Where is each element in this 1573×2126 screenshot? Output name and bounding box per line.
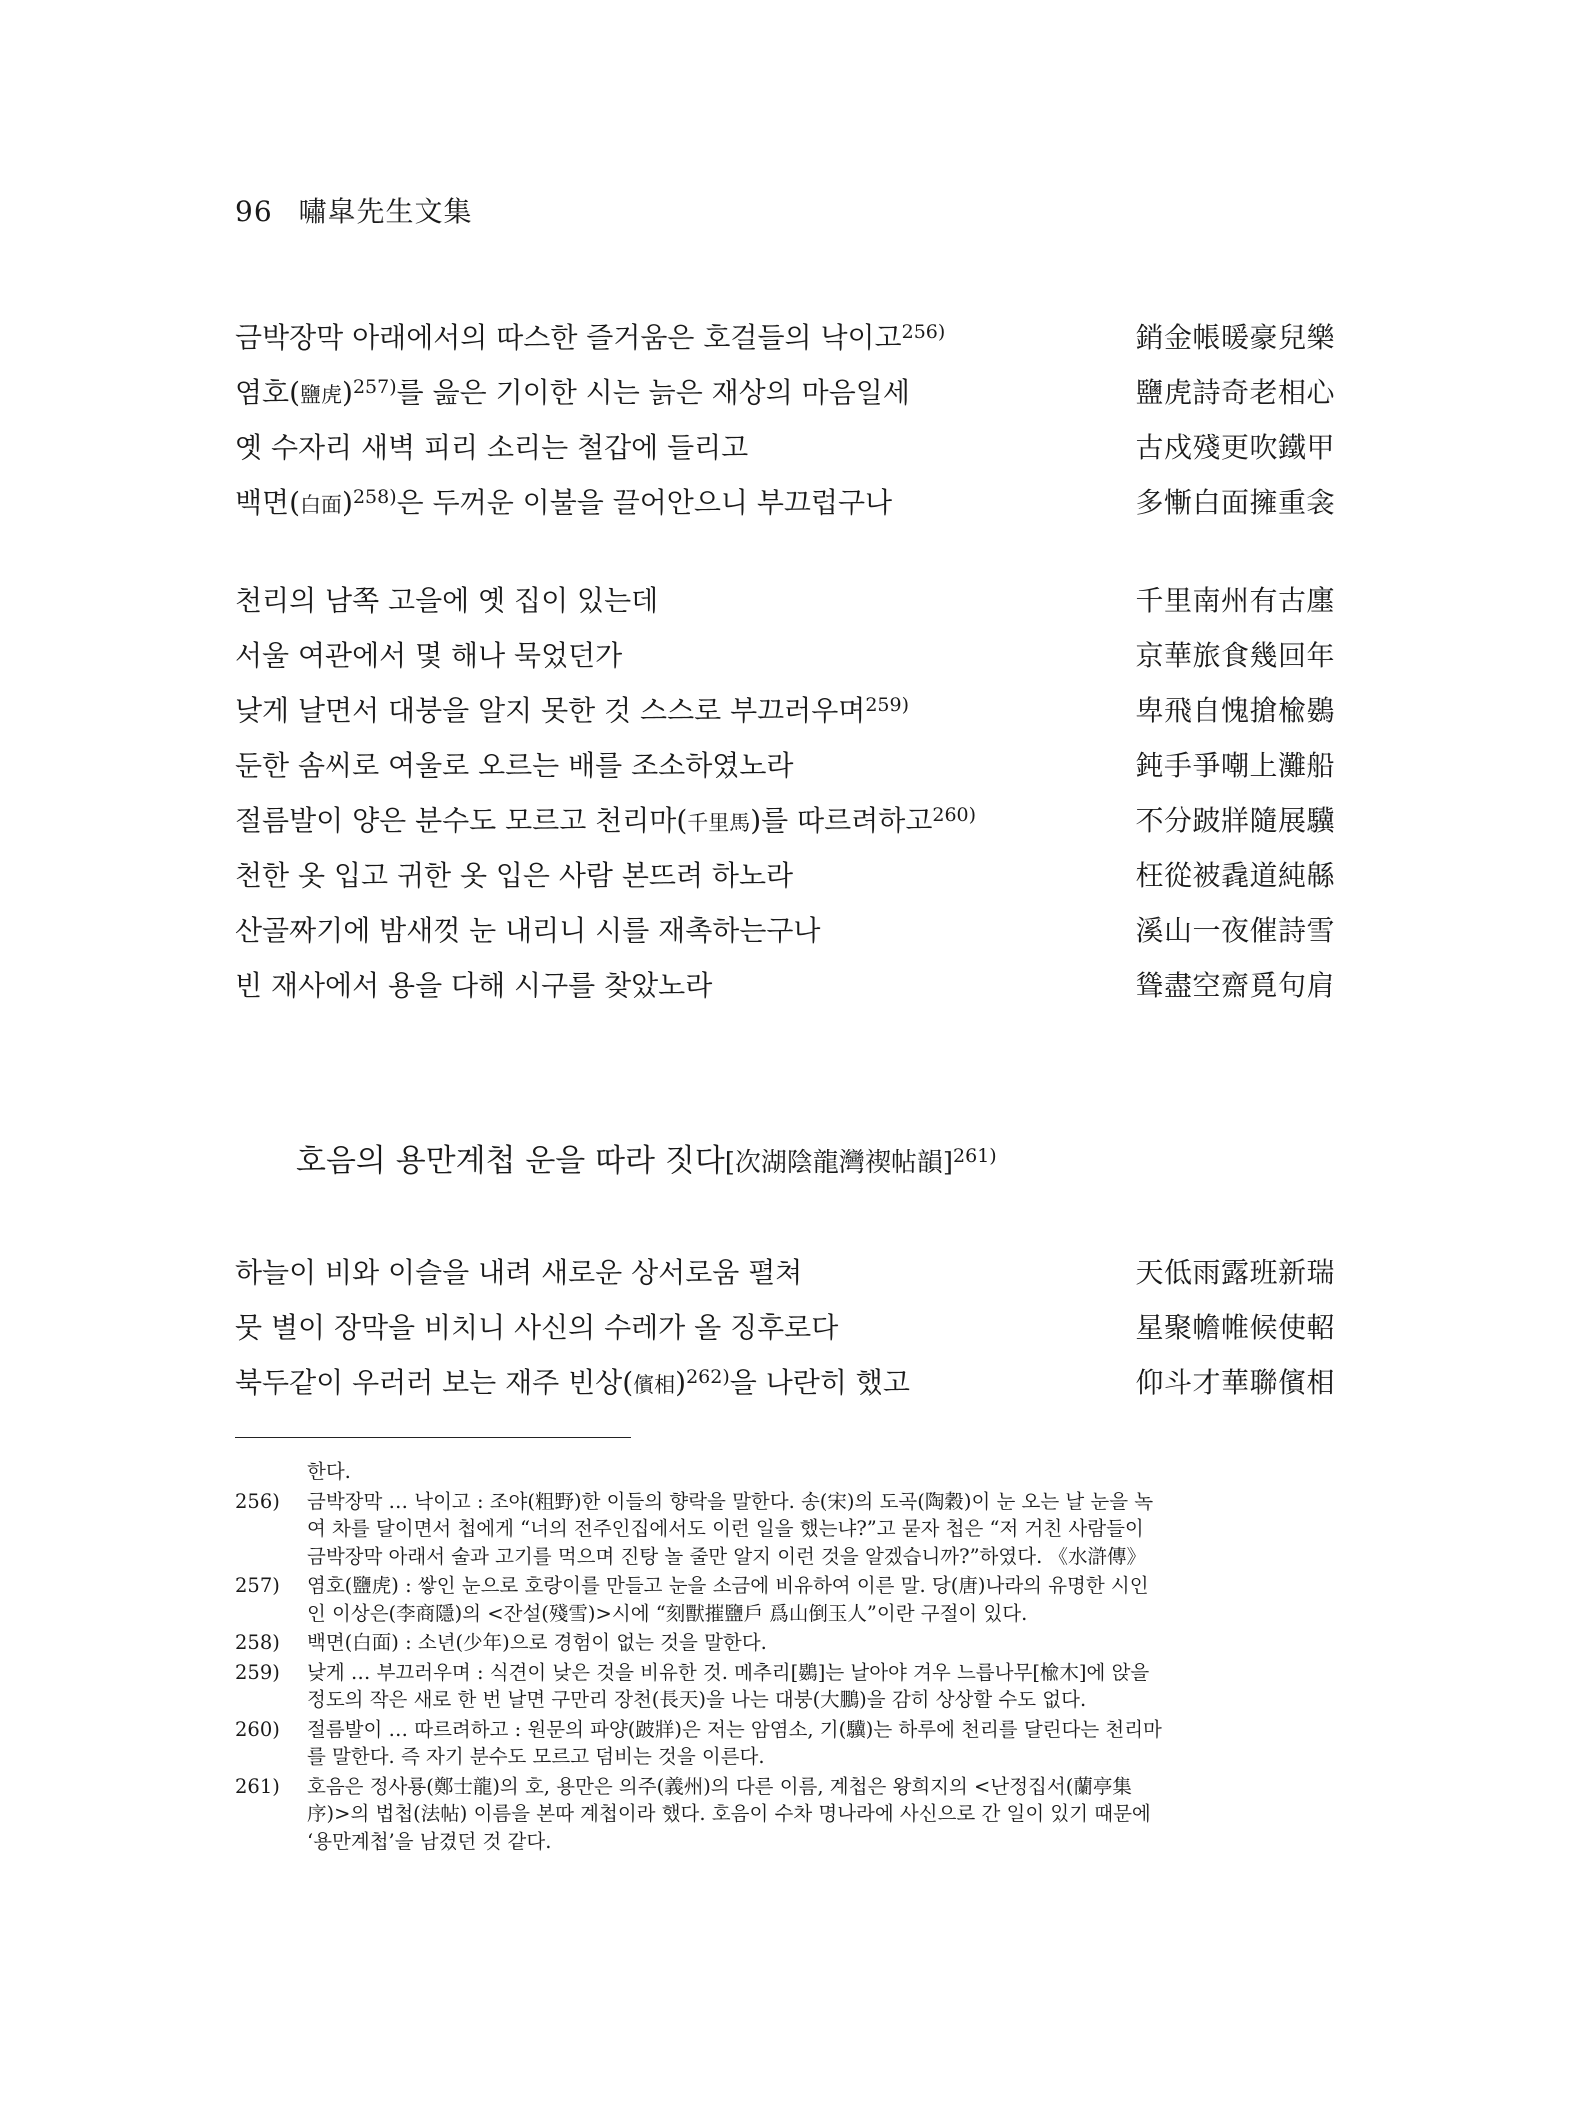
page-number: 96 [235,195,273,228]
chinese-original: 溪山一夜催詩雪 [1135,914,1335,947]
chinese-original: 枉從被毳道純緜 [1135,859,1335,892]
korean-translation: 염호(鹽虎)$^{257)}$를 읊은 기이한 시는 늙은 재상의 마음일세 [235,376,910,409]
poem-line [235,475,1335,530]
korean-translation: 금박장막 아래에서의 따스한 즐거움은 호걸들의 낙이고$^{256)}$ [235,321,946,354]
footnote-number: 261) [235,1774,280,1798]
poem-line [235,1245,1335,1300]
poem-line [235,903,1335,958]
poem-line [235,738,1335,793]
footnote-ref[interactable]: 259) [865,694,910,716]
chinese-original: 多慚白面擁重衾 [1135,486,1335,519]
poem-line [235,793,1335,848]
footnote-257: 257) 염호(鹽虎) : 쌓인 눈으로 호랑이를 만들고 눈을 소금에 비유하여 이른 말. 당(唐)나라의 유명한 시인 인 이상은(李商隱)의 <잔설(殘雪)>시에 “刻獸摧鹽戶 爲山倒玉人”이란 구절이 있다. [235,1574,1149,1625]
poem-line [235,573,1335,628]
korean-translation: 천리의 남쪽 고을에 옛 집이 있는데 [235,584,659,617]
footnote-259: 259) 낮게 … 부끄러우며 : 식견이 낮은 것을 비유한 것. 메추리[鷃]는 날아야 겨우 느릅나무[楡木]에 앉을 정도의 작은 새로 한 번 날면 구만리 장천(長天)을 나는 대붕(大鵬)을 감히 상상할 수도 없다. [235,1660,1150,1711]
poem-line [235,365,1335,420]
poem-line [235,958,1335,1013]
chinese-original: 卑飛自愧搶楡鷃 [1135,694,1335,727]
poem-stanza-1 [235,310,1335,530]
footnote-continuation: 한다. [307,1460,351,1483]
korean-translation: 절름발이 양은 분수도 모르고 천리마(千里馬)를 따르려하고$^{260)}$ [235,804,977,837]
poem-line [235,683,1335,738]
chinese-original: 天低雨露班新瑞 [1135,1256,1335,1289]
chinese-original: 鈍手爭嘲上灘船 [1135,749,1335,782]
footnote-number: 257) [235,1574,280,1597]
footnote-number: 258) [235,1631,280,1654]
footnote-ref[interactable]: 260) [932,804,977,826]
korean-translation: 천한 옷 입고 귀한 옷 입은 사람 본뜨려 하노라 [235,859,794,892]
footnote-256: 256) 금박장막 … 낙이고 : 조야(粗野)한 이들의 향락을 말한다. 송(宋)의 도곡(陶穀)이 눈 오는 날 눈을 녹 여 차를 달이면서 첩에게 “너의 전주인집에서도 이런 일을 했는냐?”고 묻자 첩은 “저 거친 사람들이 금박장막 아래서 술과 고기를 먹으며 진탕 놀 줄만 알지 이런 것을 알겠습니까?”하였다. 《水滸傳》 [235,1489,1154,1568]
footnotes [235,1458,1335,1857]
poem-line [235,310,1335,365]
poem-stanza-2 [235,573,1335,1013]
chinese-original: 古戍殘更吹鐵甲 [1135,431,1335,464]
korean-translation: 둔한 솜씨로 여울로 오르는 배를 조소하였노라 [235,749,794,782]
footnote-ref[interactable]: 261) [953,1145,997,1167]
chinese-original: 京華旅食幾回年 [1135,639,1335,672]
footnote-ref[interactable]: 258) [352,486,397,508]
korean-translation: 옛 수자리 새벽 피리 소리는 철갑에 들리고 [235,431,749,464]
korean-translation: 백면(白面)$^{258)}$은 두꺼운 이불을 끌어안으니 부끄럽구나 [235,486,893,519]
korean-translation: 뭇 별이 장막을 비치니 사신의 수레가 올 징후로다 [235,1311,839,1344]
chinese-original: 仰斗才華聯儐相 [1135,1366,1335,1399]
poem-stanza-3 [235,1245,1335,1410]
footnote-number: 260) [235,1717,280,1741]
chinese-original: 聳盡空齋覓句肩 [1135,969,1335,1002]
korean-translation: 북두같이 우러러 보는 재주 빈상(儐相)$^{262)}$을 나란히 했고 [235,1366,910,1399]
chinese-original: 鹽虎詩奇老相心 [1135,376,1335,409]
chinese-original: 千里南州有古廛 [1135,584,1335,617]
footnote-258: 258) 백면(白面) : 소년(少年)으로 경험이 없는 것을 말한다. [235,1629,1335,1657]
footnote-260: 260) 절름발이 … 따르려하고 : 원문의 파양(跛牂)은 저는 암염소, 기(驥)는 하루에 천리를 달린다는 천리마 를 말한다. 즉 자기 분수도 모르고 덤비는 것을 이른다. [235,1717,1162,1768]
poem-line [235,628,1335,683]
footnote-number: 256) [235,1489,280,1513]
footnote-ref[interactable]: 262) [686,1366,730,1388]
footnote-number: 259) [235,1660,280,1684]
poem-title: 호음의 용만계첩 운을 따라 짓다[次湖陰龍灣禊帖韻]$^{261)}$ [296,1143,997,1179]
footnote-divider [235,1437,631,1438]
korean-translation: 낮게 날면서 대붕을 알지 못한 것 스스로 부끄러우며$^{259)}$ [235,694,910,727]
korean-translation: 하늘이 비와 이슬을 내려 새로운 상서로움 펼쳐 [235,1256,803,1289]
korean-translation: 서울 여관에서 몇 해나 묵었던가 [235,639,623,672]
korean-translation: 빈 재사에서 용을 다해 시구를 찾았노라 [235,969,713,1002]
book-title: 嘯皐先生文集 [298,195,473,228]
footnote-261: 261) 호음은 정사룡(鄭士龍)의 호, 용만은 의주(義州)의 다른 이름, 계첩은 왕희지의 <난정집서(蘭亭集 序)>의 법첩(法帖) 이름을 본따 계첩이라 했다. 호음이 수차 명나라에 사신으로 간 일이 있기 때문에 ‘용만계첩’을 남겼던 것 같다. [235,1774,1151,1853]
footnote-ref[interactable]: 257) [352,376,397,398]
running-header [235,190,473,230]
chinese-original: 不分跛牂隨展驥 [1135,804,1335,837]
poem-line [235,420,1335,475]
chinese-original: 星聚幨帷候使軺 [1135,1311,1335,1344]
korean-translation: 산골짜기에 밤새껏 눈 내리니 시를 재촉하는구나 [235,914,821,947]
poem-line [235,848,1335,903]
poem-line [235,1300,1335,1355]
poem-line [235,1355,1335,1410]
footnote-ref[interactable]: 256) [901,321,946,343]
chinese-original: 銷金帳暖豪兒樂 [1135,321,1335,354]
